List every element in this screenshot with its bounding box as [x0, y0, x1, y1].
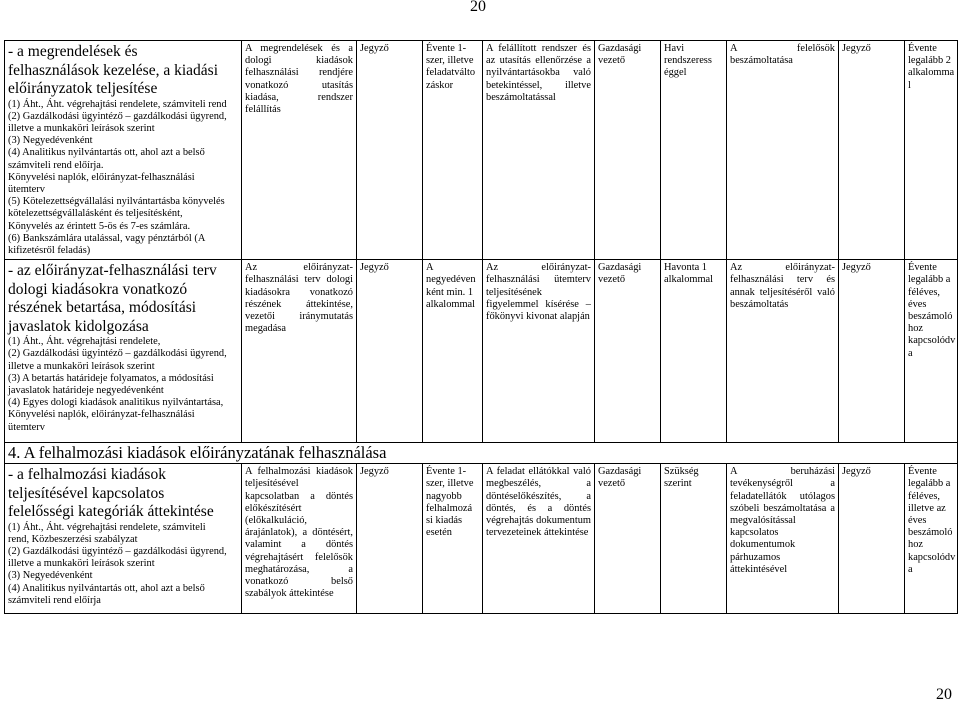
- responsible-cell: Jegyző: [357, 464, 423, 614]
- control-action-cell: A felhalmozási kiadások teljesítésével kapcsolatban a döntés előkészítésért (előkalkuláció, árajánlatok), a döntésért, valamint a döntés végrehajtásért felelősök meghatározása, a vonatkozó belső szabályok áttekintése: [242, 464, 357, 614]
- monitoring-cell: A feladat ellátókkal való megbeszélés, a döntéselőkészítés, a döntés, és a döntés végrehajtás dokumentum tervezeteinek áttekintése: [483, 464, 595, 614]
- reporting-cell: A beruházási tevékenységről a feladatellátók utólagos szóbeli beszámoltatása a megvalósítással kapcsolatos dokumentumok párhuzamos áttekintésével: [727, 464, 839, 614]
- monitoring-frequency-cell: Szükség szerint: [661, 464, 727, 614]
- activity-cell: [5, 41, 242, 260]
- frequency-cell: Évente 1-szer, illetve nagyobb felhalmozá si kiadás esetén: [423, 464, 483, 614]
- table-row: [5, 464, 958, 614]
- activity-details: (1) Áht., Áht. végrehajtási rendelete, számviteli rend, Közbeszerzési szabályzat (2) Gazdálkodási ügyintéző – gazdálkodási ügyrend, illetve a munkaköri leírások szerint (3) Negyedévenként (4) Analitikus nyilvántartás ott, ahol azt a belső számviteli rend előírja: [8, 521, 227, 606]
- monitoring-frequency-cell: Havi rendszeress éggel: [661, 41, 727, 260]
- reporting-frequency-cell: Évente legalább a féléves, illetve az éves beszámoló hoz kapcsolódv a: [905, 464, 958, 614]
- table-row: [5, 41, 958, 260]
- monitoring-responsible-cell: Gazdasági vezető: [595, 41, 661, 260]
- page-number-bottom: 20: [936, 686, 952, 703]
- activity-cell: [5, 464, 242, 614]
- activity-details: (1) Áht., Áht. végrehajtási rendelete, (2) Gazdálkodási ügyintéző – gazdálkodási ügyrend, illetve a munkaköri leírások szerint (3) A betartás határideje folyamatos, a módosítási javaslatok határideje negyedévenként (4) Egyes dologi kiadások analitikus nyilvántartása, Könyvelési naplók, előirányzat-felhasználási ütemterv: [8, 336, 227, 433]
- control-action-cell: A megrendelések és a dologi kiadások felhasználási rendjére vonatkozó utasítás kiadása, rendszer felállítás: [242, 41, 357, 260]
- section-heading-row: [5, 443, 958, 464]
- reporting-cell: A felelősök beszámoltatása: [727, 41, 839, 260]
- reporting-frequency-cell: Évente legalább 2 alkalomma l: [905, 41, 958, 260]
- activity-heading: - a felhalmozási kiadások teljesítésével kapcsolatos felelősségi kategóriák áttekintése: [8, 466, 214, 521]
- reporting-cell: Az előirányzat-felhasználási terv és annak teljesítéséről való beszámoltatás: [727, 260, 839, 443]
- control-action-cell: Az előirányzat-felhasználási terv dologi kiadásokra vonatkozó részének áttekintése, vezetői iránymutatás megadása: [242, 260, 357, 443]
- activity-cell: [5, 260, 242, 443]
- activity-details: (1) Áht., Áht. végrehajtási rendelete, számviteli rend (2) Gazdálkodási ügyintéző – gazdálkodási ügyrend, illetve a munkaköri leírások szerint (3) Negyedévenként (4) Analitikus nyilvántartás ott, ahol azt a belső számviteli rend előírja. Könyvelési naplók, előirányzat-felhasználási ütemterv (5) Kötelezettségvállalási nyilvántartásba könyvelés kötelezettségvállalásként és teljesítésként, Könyvelés az érintett 5-ös és 7-es számlára. (6) Bankszámlára utalással, vagy pénztárból (A kifizetésről feladás): [8, 98, 227, 256]
- monitoring-responsible-cell: Gazdasági vezető: [595, 260, 661, 443]
- table-row: [5, 260, 958, 443]
- frequency-cell: A negyedéven ként min. 1 alkalommal: [423, 260, 483, 443]
- monitoring-cell: A felállított rendszer és az utasítás ellenőrzése a nyilvántartásokba való betekintéssel, illetve beszámoltatással: [483, 41, 595, 260]
- control-table: [4, 40, 958, 614]
- activity-heading: - a megrendelések és felhasználások kezelése, a kiadási előirányzatok teljesítése: [8, 43, 219, 97]
- frequency-cell: Évente 1-szer, illetve feladatválto záskor: [423, 41, 483, 260]
- responsible-cell: Jegyző: [357, 260, 423, 443]
- page-number-top: 20: [470, 0, 486, 15]
- reporting-responsible-cell: Jegyző: [839, 464, 905, 614]
- reporting-responsible-cell: Jegyző: [839, 260, 905, 443]
- monitoring-cell: Az előirányzat-felhasználási ütemterv teljesítésének figyelemmel kísérése – főkönyvi kivonat alapján: [483, 260, 595, 443]
- responsible-cell: Jegyző: [357, 41, 423, 260]
- reporting-frequency-cell: Évente legalább a féléves, éves beszámoló hoz kapcsolódv a: [905, 260, 958, 443]
- reporting-responsible-cell: Jegyző: [839, 41, 905, 260]
- monitoring-responsible-cell: Gazdasági vezető: [595, 464, 661, 614]
- monitoring-frequency-cell: Havonta 1 alkalommal: [661, 260, 727, 443]
- activity-heading: - az előirányzat-felhasználási terv dologi kiadásokra vonatkozó részének betartása, módosítási javaslatok kidolgozása: [8, 262, 217, 335]
- section-heading: 4. A felhalmozási kiadások előirányzatának felhasználása: [5, 443, 958, 464]
